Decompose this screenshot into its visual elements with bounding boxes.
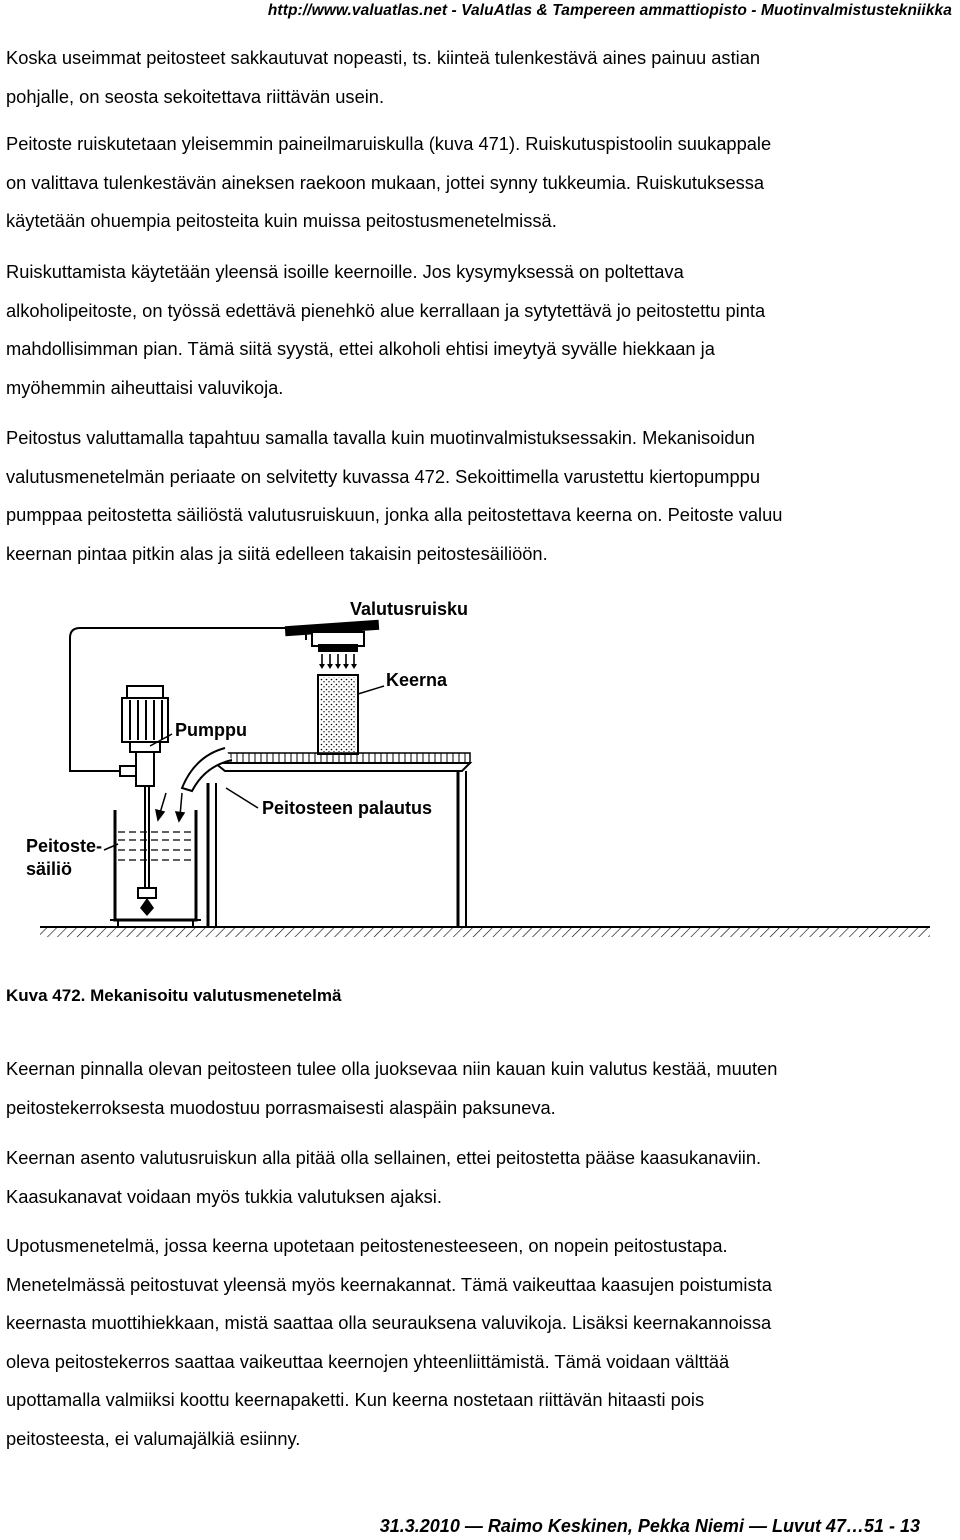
text-line: keernan pintaa pitkin alas ja siitä edelleen takaisin peitostesäiliöön. [6, 542, 548, 564]
label-valutusruisku: Valutusruisku [350, 599, 469, 619]
text-line: upottamalla valmiiksi koottu keernapaketti. Kun keerna nostetaan riittävän hitaasti pois [6, 1389, 705, 1410]
floor [40, 927, 930, 937]
text-line: peitosteesta, ei valumajälkiä esiinny. [6, 1427, 301, 1449]
return-pipe [70, 628, 306, 771]
figure-valutusmenetelma [0, 588, 960, 948]
text-line: oleva peitostekerros saattaa vaikeuttaa keernojen yhteenliittämistä. Tämä voidaan välttää [6, 1350, 730, 1372]
text-line: on valittava tulenkestävän aineksen raekoon mukaan, jottei synny tukkeumia. Ruiskutuksessa [6, 171, 765, 193]
paragraph-ruiskutus [6, 125, 956, 241]
peitostesailio-tank [110, 810, 201, 927]
figure-caption: Kuva 472. Mekanisoitu valutusmenetelmä [6, 986, 342, 1005]
valutusruisku-nozzle [285, 620, 379, 669]
paragraph-ruiskuttaminen [6, 253, 956, 407]
paragraph-sakkautuminen [6, 39, 956, 116]
text-line: Peitostus valuttamalla tapahtuu samalla tavalla kuin muotinvalmistuksessakin. Mekanisoidun [6, 427, 755, 448]
text-line: mahdollisimman pian. Tämä siitä syystä, ettei alkoholi ehtisi imeytyä syvälle hiekkaan ja [6, 338, 715, 359]
page-footer: 31.3.2010 — Raimo Keskinen, Pekka Niemi — Luvut 47…51 - 13 [379, 1516, 920, 1536]
text-line: pohjalle, on seosta sekoitettava riittävän usein. [6, 85, 385, 107]
pumppu-pump [120, 686, 168, 916]
text-line: Menetelmässä peitostuvat yleensä myös keernakannat. Tämä vaikeuttaa kaasujen poistumista [6, 1273, 772, 1295]
text-line: Keernan asento valutusruiskun alla pitää olla sellainen, ettei peitostetta pääse kaasukanaviin. [6, 1147, 762, 1168]
paragraph-valuttaminen [6, 419, 956, 573]
text-line: alkoholipeitoste, on työssä edettävä pienehkö alue kerrallaan ja sytytettävä jo peitostettu pinta [6, 299, 766, 321]
text-line: Keernan pinnalla olevan peitosteen tulee olla juoksevaa niin kauan kuin valutus kestää, muuten [6, 1058, 778, 1079]
grating-table [182, 748, 470, 927]
label-pumppu: Pumppu [175, 720, 247, 740]
paragraph-juoksevuus [6, 1050, 956, 1127]
paragraph-keernan-asento [6, 1139, 956, 1216]
text-line: käytetään ohuempia peitosteita kuin muissa peitostusmenetelmissä. [6, 210, 557, 231]
text-line: pumppaa peitostetta säiliöstä valutusruiskuun, jonka alla peitostettava keerna on. Peitoste valuu [6, 504, 783, 525]
text-line: keernasta muottihiekkaan, mistä saattaa olla seurauksena valuvikoja. Lisäksi keernakannoissa [6, 1312, 772, 1333]
label-keerna: Keerna [386, 670, 448, 690]
text-line: Ruiskuttamista käytetään yleensä isoille keernoille. Jos kysymyksessä on poltettava [6, 261, 684, 282]
text-line: Kaasukanavat voidaan myös tukkia valutuksen ajaksi. [6, 1185, 442, 1207]
text-line: peitostekerroksesta muodostuu porrasmaisesti alaspäin paksuneva. [6, 1096, 556, 1118]
text-line: Peitoste ruiskutetaan yleisemmin paineilmaruiskulla (kuva 471). Ruiskutuspistoolin suukappale [6, 133, 772, 154]
text-line: Upotusmenetelmä, jossa keerna upotetaan peitostenesteeseen, on nopein peitostustapa. [6, 1235, 728, 1256]
label-peitosteen-palautus: Peitosteen palautus [262, 798, 433, 818]
page-header-url: http://www.valuatlas.net - ValuAtlas & Tampereen ammattiopisto - Muotinvalmistustekniikka [267, 2, 952, 19]
text-line: valutusmenetelmän periaate on selvitetty kuvassa 472. Sekoittimella varustettu kiertopumppu [6, 465, 760, 487]
valutus-diagram [0, 588, 960, 948]
text-line: myöhemmin aiheuttaisi valuvikoja. [6, 376, 284, 398]
return-arrows [156, 793, 184, 821]
text-line: Koska useimmat peitosteet sakkautuvat nopeasti, ts. kiinteä tulenkestävä aines painuu astian [6, 47, 761, 68]
label-peitostesailio-2: säiliö [26, 859, 73, 879]
keerna-core [318, 675, 358, 754]
label-peitostesailio-1: Peitoste- [26, 836, 103, 856]
paragraph-upotusmenetelma [6, 1227, 956, 1458]
